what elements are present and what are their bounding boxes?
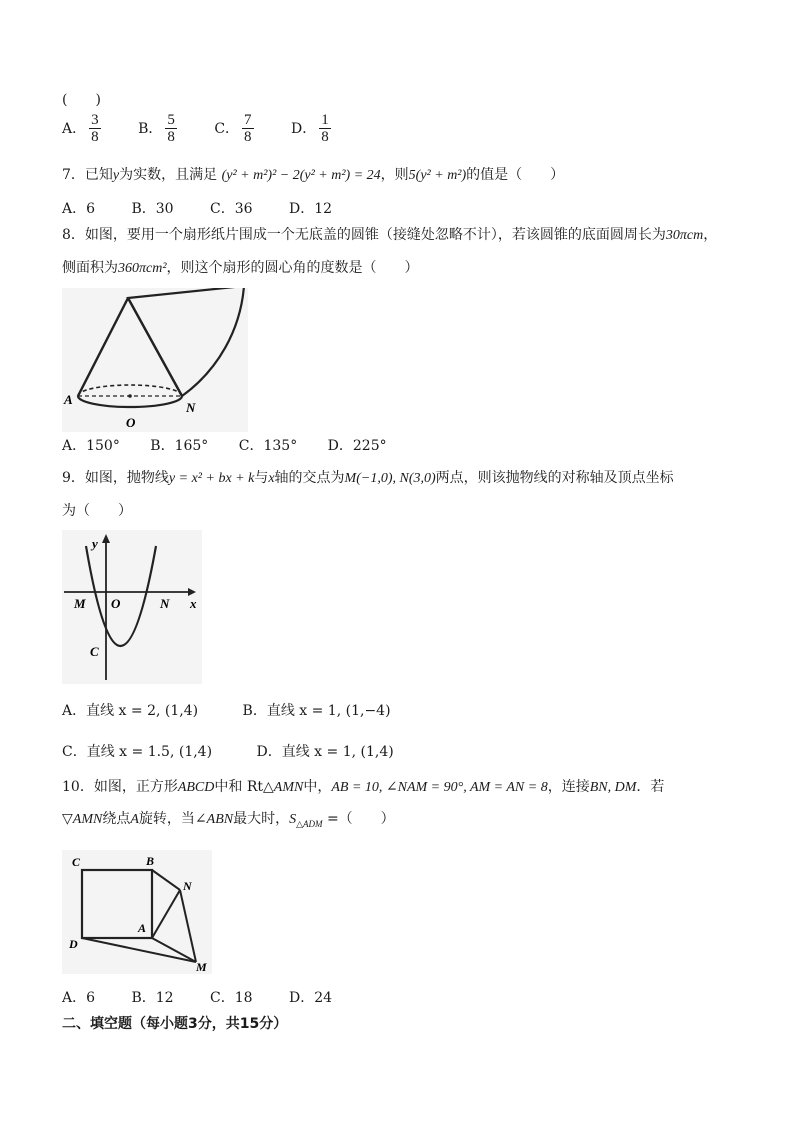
q7-option-b: B．30 — [131, 201, 174, 217]
q6-option-a: A． $\frac{3}{8}$ — [62, 112, 99, 145]
q10-options — [62, 988, 332, 1008]
q7-stem: 7．已知y为实数，且满足 (y² + m²)² − 2(y² + m²) = 24，则5(y² + m²)的值是（ ） — [62, 167, 565, 183]
q7-equation: (y² + m²)² − 2(y² + m²) = 24 — [221, 168, 381, 183]
q9-option-b: B．直线 x = 1, (1,−4) — [242, 703, 391, 719]
q9-stem-line2: 为（ ） — [62, 503, 132, 519]
q9-label-o: O — [111, 596, 121, 611]
q10-option-b: B．12 — [131, 990, 174, 1006]
q8-label-o: O — [126, 415, 136, 430]
q9-stem-line1: 9．如图，抛物线y = x² + bx + k与x轴的交点为M(−1,0), N(3,0)两点，则该抛物线的对称轴及顶点坐标 — [62, 470, 674, 486]
q9-label-y: y — [92, 536, 98, 551]
q10-option-a: A．6 — [62, 990, 96, 1006]
q10-option-d: D．24 — [289, 990, 333, 1006]
q7-option-a: A．6 — [62, 201, 96, 217]
q10-label-c: C — [72, 855, 81, 869]
q9-label-c: C — [90, 644, 99, 659]
q8-option-c: C．135° — [238, 438, 298, 454]
q9-options-row2 — [62, 742, 394, 762]
q9-label-x: x — [190, 596, 197, 611]
q8-label-n: N — [186, 400, 196, 415]
q10-stem-line1: 10．如图，正方形ABCD中和 Rt△AMN中，AB = 10, ∠NAM = 90°, AM = AN = 8，连接BN, DM．若 — [62, 779, 665, 795]
q9-parabola-figure — [62, 530, 202, 684]
q7-options — [62, 199, 332, 219]
q6-options — [62, 112, 334, 146]
q10-option-c: C．18 — [210, 990, 253, 1006]
q9-label-n: N — [160, 596, 170, 611]
q9-label-m: M — [74, 596, 86, 611]
section-2-heading: 二、填空题（每小题3分，共15分） — [62, 1016, 288, 1032]
q8-options — [62, 436, 387, 456]
q6-option-d: D． $\frac{1}{8}$ — [291, 112, 329, 145]
q6-option-c: C． $\frac{7}{8}$ — [214, 112, 252, 145]
q10-label-n: N — [183, 879, 192, 893]
q8-option-b: B．165° — [150, 438, 209, 454]
q9-option-c: C．直线 x = 1.5, (1,4) — [62, 744, 213, 760]
q9-option-a: A．直线 x = 2, (1,4) — [62, 703, 199, 719]
q8-stem-line1: 8．如图，要用一个扇形纸片围成一个无底盖的圆锥（接缝处忽略不计），若该圆锥的底面圆周长为30πcm， — [62, 227, 718, 243]
q7-option-c: C．36 — [210, 201, 253, 217]
q8-option-d: D．225° — [327, 438, 387, 454]
q10-square-figure — [62, 850, 212, 974]
q8-stem-line2: 侧面积为360πcm²，则这个扇形的圆心角的度数是（ ） — [62, 260, 419, 276]
q7-expression: 5(y² + m²) — [408, 168, 467, 183]
q8-cone-figure — [62, 288, 248, 432]
q8-label-a: A — [64, 392, 73, 407]
q10-stem-line2: ▽AMN绕点A旋转，当∠ABN最大时，$S_{\triangle ADM}$ =（ ） — [62, 811, 395, 829]
q8-option-a: A．150° — [62, 438, 120, 454]
q9-options-row1 — [62, 701, 391, 721]
q7-option-d: D．12 — [289, 201, 333, 217]
q10-label-a: A — [138, 921, 147, 935]
q6-option-b: B． $\frac{5}{8}$ — [138, 112, 175, 145]
q10-label-m: M — [196, 960, 207, 974]
q10-label-d: D — [69, 937, 78, 951]
q9-option-d: D．直线 x = 1, (1,4) — [256, 744, 394, 760]
q6-paren: ( ) — [62, 92, 101, 108]
q10-label-b: B — [146, 854, 155, 868]
